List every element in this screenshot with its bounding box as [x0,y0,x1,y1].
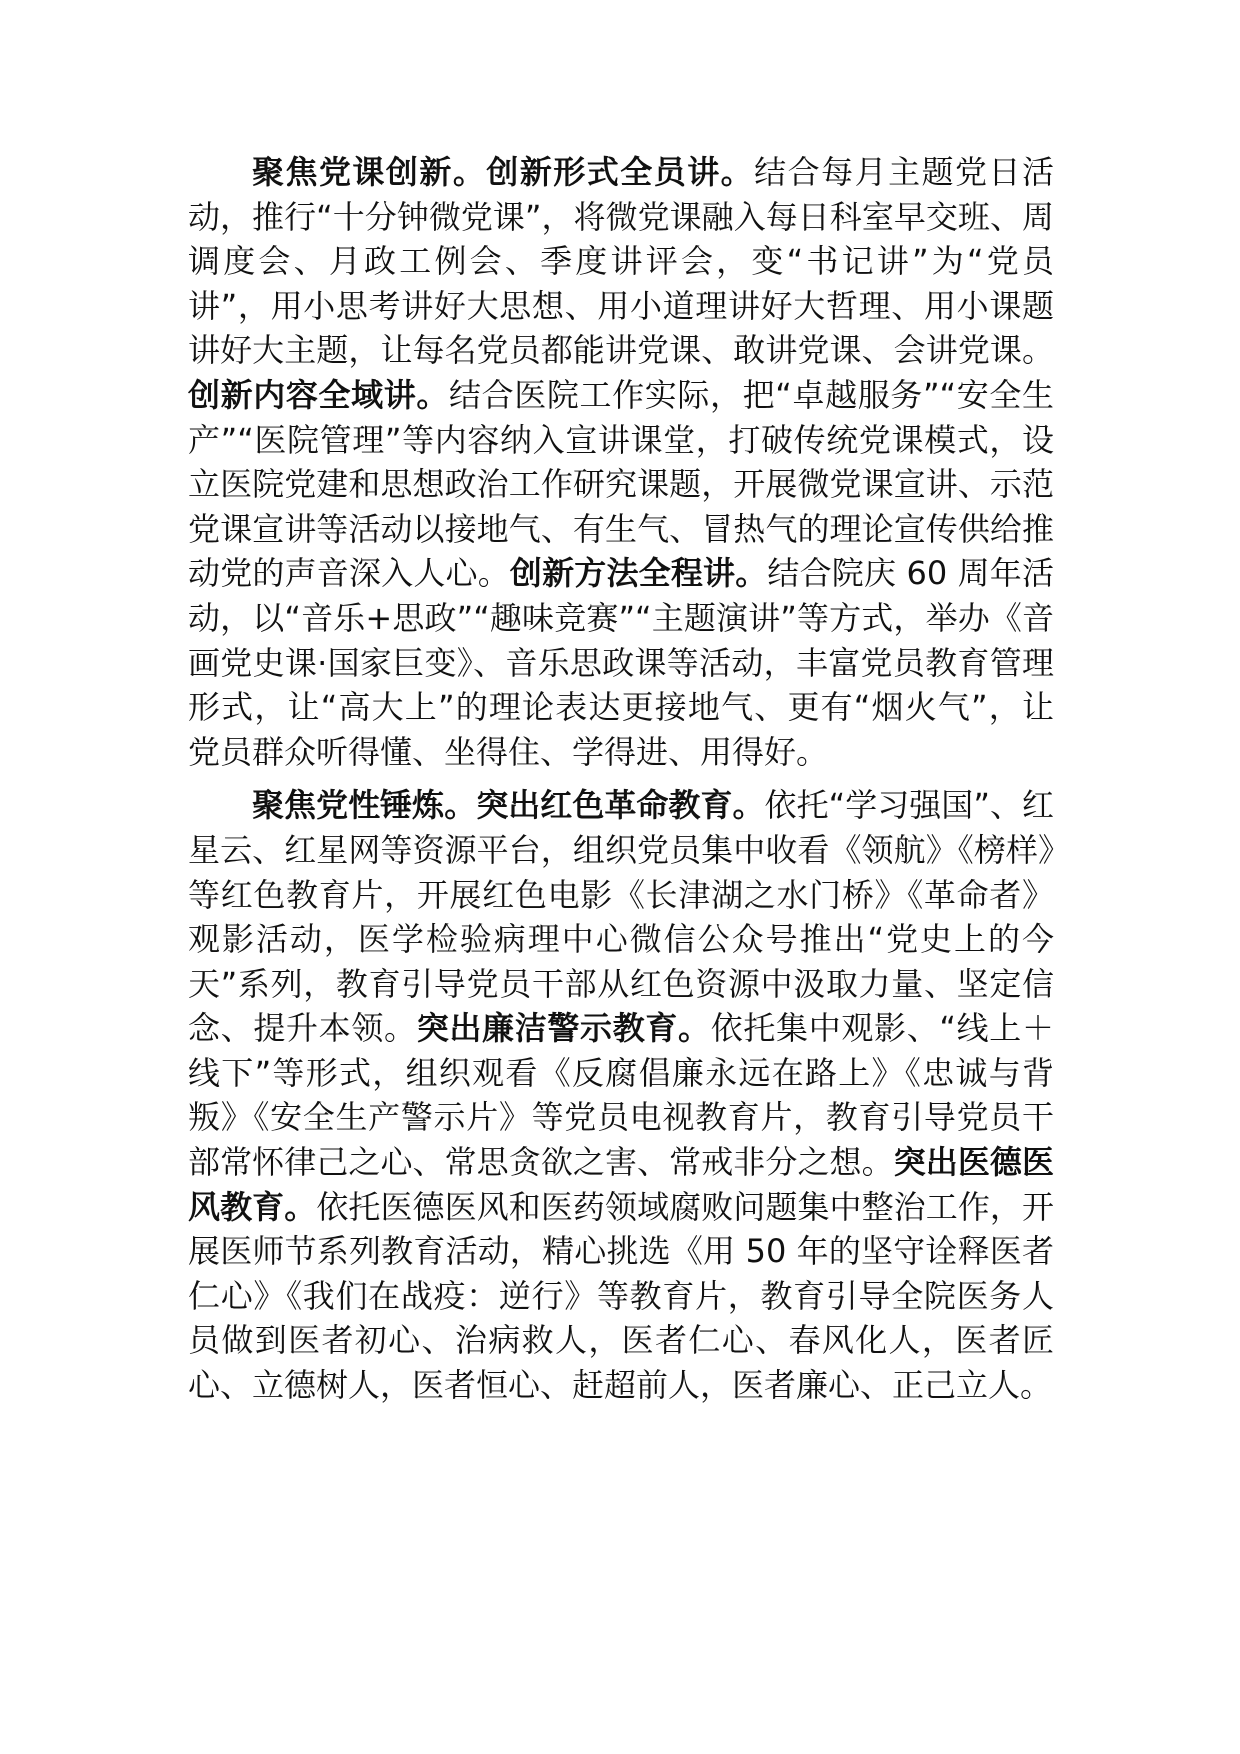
paragraph-party-spirit [188,783,1054,1407]
subheading-integrity-education: 突出廉洁警示教育。 [416,1009,711,1048]
body-text: 结合院庆 60 周年活动，以“音乐+思政”“趣味竞赛”“主题演讲”等方式，举办《音画党史课·国家巨变》、音乐思政课等活动，丰富党员教育管理形式，让“高大上”的理论表达更接地气、更有“烟火气”，让党员群众听得懂、坐得住、学得进、用得好。 [188,554,1054,771]
subheading-medical-ethics-education: 突出医德医风教育。 [188,1143,1054,1226]
body-text: 依托医德医风和医药领域腐败问题集中整治工作，开展医师节系列教育活动，精心挑选《用 50 年的坚守诠释医者仁心》《我们在战疫：逆行》等教育片，教育引导全院医务人员做到医者初心、治病救人，医者仁心、春风化人，医者匠心、立德树人，医者恒心、赶超前人，医者廉心、正己立人。 [188,1187,1054,1405]
body-text: 依托“学习强国”、红星云、红星网等资源平台，组织党员集中收看《领航》《榜样》等红色教育片，开展红色电影《长津湖之水门桥》《革命者》观影活动，医学检验病理中心微信公众号推出“党史上的今天”系列，教育引导党员干部从红色资源中汲取力量、坚定信念、提升本领。 [188,786,1054,1048]
body-text: 结合医院工作实际，把“卓越服务”“安全生产”“医院管理”等内容纳入宣讲课堂，打破传统党课模式，设立医院党建和思想政治工作研究课题，开展微党课宣讲、示范党课宣讲等活动以接地气、有生气、冒热气的理论宣传供给推动党的声音深入人心。 [188,375,1054,593]
body-text: 依托集中观影、“线上＋线下”等形式，组织观看《反腐倡廉永远在路上》《忠诚与背叛》《安全生产警示片》等党员电视教育片，教育引导党员干部常怀律己之心、常思贪欲之害、常戒非分之想。 [188,1009,1054,1182]
body-text: 结合每月主题党日活动，推行“十分钟微党课”，将微党课融入每日科室早交班、周调度会、月政工例会、季度讲评会，变“书记讲”为“党员讲”，用小思考讲好大思想、用小道理讲好大哲理、用小课题讲好大主题，让每名党员都能讲党课、敢讲党课、会讲党课。 [188,153,1054,370]
heading-focus-lecture-innovation: 聚焦党课创新。创新形式全员讲。 [252,153,755,191]
document-page [188,150,1054,1408]
heading-focus-party-spirit: 聚焦党性锤炼。突出红色革命教育。 [252,786,765,825]
paragraph-party-lecture [188,150,1054,774]
subheading-content-innovation: 创新内容全域讲。 [188,375,449,414]
subheading-method-innovation: 创新方法全程讲。 [509,554,768,593]
